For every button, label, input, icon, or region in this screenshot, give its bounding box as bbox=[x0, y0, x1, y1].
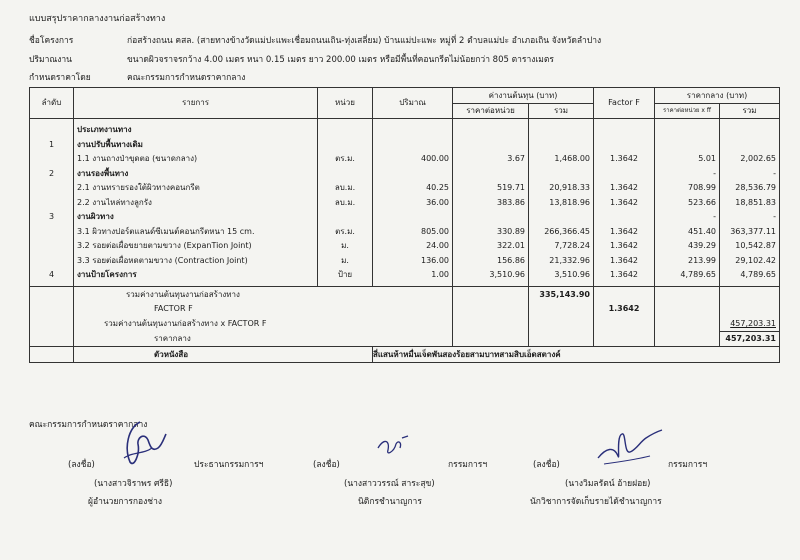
header-mid-unit: ราคาต่อหน่วย x ff bbox=[655, 103, 720, 118]
pricing-by-value: คณะกรรมการกำหนดราคากลาง bbox=[127, 73, 246, 83]
header-mid-group: ราคากลาง (บาท) bbox=[655, 88, 780, 104]
row-mid-total: 2,002.65 bbox=[720, 152, 780, 167]
header-no: ลำดับ bbox=[30, 88, 74, 119]
row-description: ประเภทงานทาง bbox=[74, 123, 318, 138]
signature-member-1 bbox=[376, 434, 410, 458]
row-description: งานรองพื้นทาง bbox=[74, 166, 318, 181]
row-mid-unit bbox=[655, 137, 720, 152]
words-label: ตัวหนังสือ bbox=[74, 347, 373, 363]
name-member-2: (นางวิมลรัตน์ อ้ายฝอย) bbox=[565, 479, 651, 489]
row-unit: ตร.ม. bbox=[318, 152, 373, 167]
row-description: งานผิวทาง bbox=[74, 210, 318, 225]
header-factor: Factor F bbox=[594, 88, 655, 119]
row-cost-total bbox=[529, 166, 594, 181]
table-body bbox=[30, 118, 780, 287]
row-quantity: 400.00 bbox=[373, 152, 453, 167]
row-cost-total: 21,332.96 bbox=[529, 253, 594, 268]
table-summary bbox=[30, 287, 780, 363]
sign-label-chairman: (ลงชื่อ) bbox=[68, 460, 95, 470]
factor-label: FACTOR F bbox=[74, 302, 453, 317]
row-unit: ตร.ม. bbox=[318, 224, 373, 239]
row-quantity bbox=[373, 210, 453, 225]
name-member-1: (นางสาววรรณ์ สาระสุข) bbox=[344, 479, 435, 489]
row-cost-total: 13,818.96 bbox=[529, 195, 594, 210]
row-cost-total bbox=[529, 123, 594, 138]
quantity-value: ขนาดผิวจราจรกว้าง 4.00 เมตร หนา 0.15 เมตร ยาว 200.00 เมตร หรือมีพื้นที่คอนกรีตไม่น้อยกว่า 805 ตารางเมตร bbox=[127, 55, 554, 65]
price-summary-table bbox=[29, 87, 780, 363]
row-description: งานปรับพื้นทางเดิม bbox=[74, 137, 318, 152]
quantity-label: ปริมาณงาน bbox=[29, 55, 72, 65]
mid-price-value: 457,203.31 bbox=[720, 331, 780, 347]
row-cost-unit: 322.01 bbox=[453, 239, 529, 254]
row-mid-total bbox=[720, 123, 780, 138]
signature-chairman bbox=[118, 418, 168, 470]
row-mid-unit: - bbox=[655, 166, 720, 181]
row-quantity bbox=[373, 166, 453, 181]
signature-member-2 bbox=[594, 428, 664, 468]
total-cost-value: 335,143.90 bbox=[529, 287, 594, 302]
row-unit bbox=[318, 166, 373, 181]
total-factor-value: 457,203.31 bbox=[720, 316, 780, 331]
row-cost-unit: 3,510.96 bbox=[453, 268, 529, 283]
project-name-label: ชื่อโครงการ bbox=[29, 36, 74, 46]
row-description: 3.3 รอยต่อเผื่อหดตามขวาง (Contraction Joint) bbox=[74, 253, 318, 268]
row-cost-total bbox=[529, 210, 594, 225]
row-number bbox=[30, 224, 74, 239]
row-cost-total: 266,366.45 bbox=[529, 224, 594, 239]
row-factor: 1.3642 bbox=[594, 195, 655, 210]
row-description: 3.2 รอยต่อเผื่อขยายตามขวาง (ExpanTion Joint) bbox=[74, 239, 318, 254]
row-mid-total: 4,789.65 bbox=[720, 268, 780, 283]
table-row bbox=[30, 253, 780, 268]
row-mid-total: 28,536.79 bbox=[720, 181, 780, 196]
row-mid-total: - bbox=[720, 166, 780, 181]
role-member-1: กรรมการฯ bbox=[448, 460, 488, 470]
row-cost-total bbox=[529, 137, 594, 152]
header-cost-group: ค่างานต้นทุน (บาท) bbox=[453, 88, 594, 104]
table-row bbox=[30, 123, 780, 138]
row-cost-total: 3,510.96 bbox=[529, 268, 594, 283]
row-factor: 1.3642 bbox=[594, 152, 655, 167]
row-factor: 1.3642 bbox=[594, 224, 655, 239]
row-mid-unit: 451.40 bbox=[655, 224, 720, 239]
row-unit: ลบ.ม. bbox=[318, 195, 373, 210]
table-row bbox=[30, 195, 780, 210]
row-description: งานป้ายโครงการ bbox=[74, 268, 318, 283]
row-number: 4 bbox=[30, 268, 74, 283]
row-description: 2.1 งานทรายรองใต้ผิวทางคอนกรีต bbox=[74, 181, 318, 196]
row-quantity: 24.00 bbox=[373, 239, 453, 254]
row-description: 2.2 งานไหล่ทางลูกรัง bbox=[74, 195, 318, 210]
sign-label-member-2: (ลงชื่อ) bbox=[533, 460, 560, 470]
row-cost-unit: 156.86 bbox=[453, 253, 529, 268]
row-factor bbox=[594, 210, 655, 225]
mid-price-label: ราคากลาง bbox=[74, 331, 453, 347]
row-number bbox=[30, 181, 74, 196]
role-member-2: กรรมการฯ bbox=[668, 460, 708, 470]
row-quantity: 136.00 bbox=[373, 253, 453, 268]
row-number: 1 bbox=[30, 137, 74, 152]
row-factor: 1.3642 bbox=[594, 181, 655, 196]
row-mid-total: 363,377.11 bbox=[720, 224, 780, 239]
row-mid-unit: 5.01 bbox=[655, 152, 720, 167]
row-factor bbox=[594, 166, 655, 181]
row-factor bbox=[594, 123, 655, 138]
row-unit bbox=[318, 123, 373, 138]
row-factor: 1.3642 bbox=[594, 253, 655, 268]
row-number bbox=[30, 239, 74, 254]
row-quantity: 805.00 bbox=[373, 224, 453, 239]
row-mid-total bbox=[720, 137, 780, 152]
row-quantity bbox=[373, 123, 453, 138]
row-mid-total: 10,542.87 bbox=[720, 239, 780, 254]
pricing-by-label: กำหนดราคาโดย bbox=[29, 73, 91, 83]
header-unit: หน่วย bbox=[318, 88, 373, 119]
table-row bbox=[30, 239, 780, 254]
row-mid-total: 29,102.42 bbox=[720, 253, 780, 268]
row-factor: 1.3642 bbox=[594, 268, 655, 283]
position-chairman: ผู้อำนวยการกองช่าง bbox=[88, 497, 163, 507]
table-row bbox=[30, 137, 780, 152]
row-number bbox=[30, 195, 74, 210]
row-number bbox=[30, 123, 74, 138]
row-quantity: 36.00 bbox=[373, 195, 453, 210]
table-row bbox=[30, 166, 780, 181]
row-mid-unit bbox=[655, 123, 720, 138]
row-cost-unit: 330.89 bbox=[453, 224, 529, 239]
project-name-value: ก่อสร้างถนน คสล. (สายทางข้างวัดแม่ปะแพะเชื่อมถนนเถิน-ทุ่งเสลี่ยม) บ้านแม่ปะแพะ หมู่ที่ 2 ตำบลแม่ปะ อำเภอเถิน จังหวัดลำปาง bbox=[127, 36, 602, 46]
position-member-2: นักวิชาการจัดเก็บรายได้ชำนาญการ bbox=[530, 497, 662, 507]
row-number bbox=[30, 253, 74, 268]
table-row bbox=[30, 224, 780, 239]
header-cost-total: รวม bbox=[529, 103, 594, 118]
row-unit: ม. bbox=[318, 253, 373, 268]
row-mid-unit: 4,789.65 bbox=[655, 268, 720, 283]
header-mid-total: รวม bbox=[720, 103, 780, 118]
table-row bbox=[30, 268, 780, 283]
form-title: แบบสรุปราคากลางงานก่อสร้างทาง bbox=[29, 14, 166, 24]
row-cost-total: 20,918.33 bbox=[529, 181, 594, 196]
words-value: สี่แสนห้าหมื่นเจ็ดพันสองร้อยสามบาทสามสิบเอ็ดสตางค์ bbox=[373, 347, 780, 363]
role-chairman: ประธานกรรมการฯ bbox=[194, 460, 264, 470]
row-cost-unit bbox=[453, 137, 529, 152]
row-mid-unit: - bbox=[655, 210, 720, 225]
committee-title: คณะกรรมการกำหนดราคากลาง bbox=[29, 420, 148, 430]
row-cost-unit: 383.86 bbox=[453, 195, 529, 210]
table-row bbox=[30, 181, 780, 196]
row-mid-unit: 439.29 bbox=[655, 239, 720, 254]
table-row bbox=[30, 152, 780, 167]
row-cost-unit: 519.71 bbox=[453, 181, 529, 196]
header-qty: ปริมาณ bbox=[373, 88, 453, 119]
row-cost-total: 1,468.00 bbox=[529, 152, 594, 167]
row-unit: ม. bbox=[318, 239, 373, 254]
row-description: 3.1 ผิวทางปอร์ตแลนด์ซีเมนต์คอนกรีตหนา 15 cm. bbox=[74, 224, 318, 239]
row-mid-unit: 523.66 bbox=[655, 195, 720, 210]
row-number bbox=[30, 152, 74, 167]
row-mid-total: - bbox=[720, 210, 780, 225]
row-cost-unit bbox=[453, 166, 529, 181]
row-unit: ลบ.ม. bbox=[318, 181, 373, 196]
total-cost-label: รวมค่างานต้นทุนงานก่อสร้างทาง bbox=[74, 287, 453, 302]
row-mid-unit: 708.99 bbox=[655, 181, 720, 196]
row-description: 1.1 งานถางป่าขุดตอ (ขนาดกลาง) bbox=[74, 152, 318, 167]
row-unit bbox=[318, 210, 373, 225]
row-number: 3 bbox=[30, 210, 74, 225]
row-mid-unit: 213.99 bbox=[655, 253, 720, 268]
row-cost-unit bbox=[453, 210, 529, 225]
name-chairman: (นางสาวจิราพร ศรีธิ) bbox=[94, 479, 173, 489]
row-factor: 1.3642 bbox=[594, 239, 655, 254]
row-unit: ป้าย bbox=[318, 268, 373, 283]
sign-label-member-1: (ลงชื่อ) bbox=[313, 460, 340, 470]
row-quantity: 1.00 bbox=[373, 268, 453, 283]
row-quantity bbox=[373, 137, 453, 152]
row-mid-total: 18,851.83 bbox=[720, 195, 780, 210]
row-unit bbox=[318, 137, 373, 152]
row-number: 2 bbox=[30, 166, 74, 181]
row-quantity: 40.25 bbox=[373, 181, 453, 196]
table-header bbox=[30, 88, 780, 119]
row-cost-unit: 3.67 bbox=[453, 152, 529, 167]
row-cost-unit bbox=[453, 123, 529, 138]
header-cost-unit: ราคาต่อหน่วย bbox=[453, 103, 529, 118]
row-cost-total: 7,728.24 bbox=[529, 239, 594, 254]
factor-value: 1.3642 bbox=[594, 302, 655, 317]
row-factor bbox=[594, 137, 655, 152]
header-item: รายการ bbox=[74, 88, 318, 119]
total-factor-label: รวมค่างานต้นทุนงานก่อสร้างทาง x FACTOR F bbox=[74, 316, 453, 331]
position-member-1: นิติกรชำนาญการ bbox=[358, 497, 422, 507]
table-row bbox=[30, 210, 780, 225]
